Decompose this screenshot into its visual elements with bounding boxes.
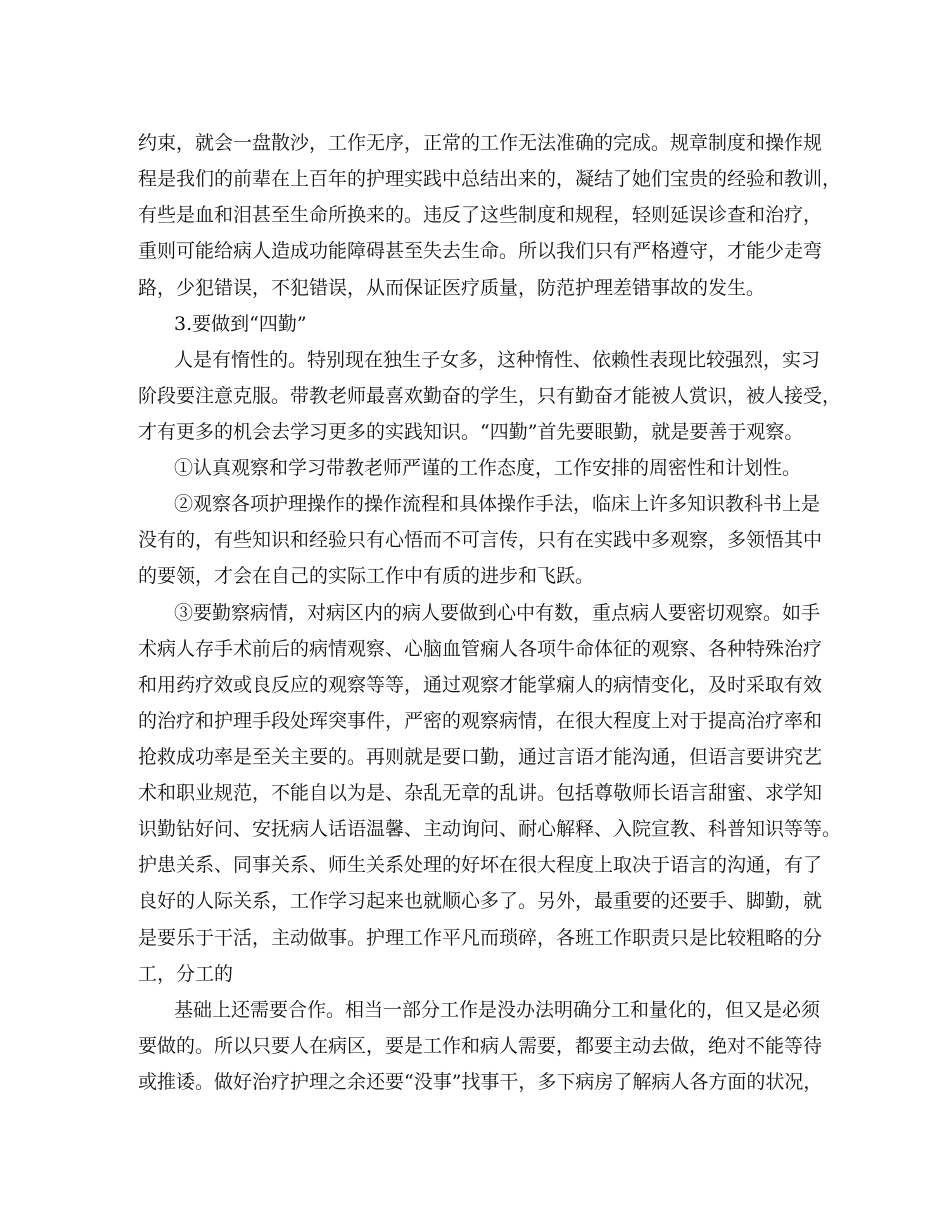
text-line: 良好的人际关系，工作学习起来也就顺心多了。另外，最重要的还要手、脚勤，就 (138, 890, 823, 912)
text-line: 的要领，才会在自己的实际工作中有质的进步和飞跃。 (138, 565, 595, 587)
text-line: 重则可能给病人造成功能障碍甚至失去生命。所以我们只有严格遵守，才能少走弯 (138, 240, 823, 262)
section-heading: 3.要做到“四勤” (174, 313, 307, 335)
text-line: ②观察各项护理操作的操作流程和具体操作手法，临床上许多知识教科书上是 (174, 493, 821, 515)
text-line: 或推诿。做好治疗护理之余还要“没事”找事干，多下病房了解病人各方面的状况， (138, 1071, 823, 1093)
text-line: 识勤钻好问、安抚病人话语温馨、主动询问、耐心解释、入院宣教、科普知识等等。 (138, 818, 842, 840)
text-line: 术和职业规范，不能自以为是、杂乱无章的乱讲。包括尊敬师长语言甜蜜、求学知 (138, 782, 823, 804)
text-line: 术病人存手术前后的病情观察、心脑血管痫人各项牛命体征的观察、各种特殊治疗 (138, 638, 823, 660)
text-line: 的治疗和护理手段处珲突事件，严密的观察病情，在很大程度上对于提高治疗率和 (138, 710, 823, 732)
text-line: ①认真观察和学习带教老师严谨的工作态度，工作安排的周密性和计划性。 (174, 457, 802, 479)
text-line: 基础上还需要合作。相当一部分工作是没办法明确分工和量化的，但又是必须 (174, 999, 821, 1021)
text-line: 才有更多的机会去学习更多的实践知识。“四勤”首先要眼勤，就是要善于观察。 (138, 421, 804, 443)
text-line: 约束，就会一盘散沙，工作无序，正常的工作无法准确的完成。规章制度和操作规 (138, 132, 823, 154)
text-line: 没有的，有些知识和经验只有心悟而不可言传，只有在实践中多观察，多领悟其中 (138, 529, 823, 551)
text-line: 阶段要注意克服。带教老师最喜欢勤奋的学生，只有勤奋才能被人赏识，被人接受， (138, 385, 842, 407)
text-line: 工，分工的 (138, 963, 234, 985)
text-line: 程是我们的前辈在上百年的护理实践中总结出来的，凝结了她们宝贵的经验和教训， (138, 168, 842, 190)
text-line: 人是有惰性的。特别现在独生子女多，这种惰性、依赖性表现比较强烈，实习 (174, 349, 821, 371)
text-line: 路，少犯错误，不犯错误，从而保证医疗质量，防范护理差错事故的发生。 (138, 277, 766, 299)
text-line: 抢救成功率是至关主要的。再则就是要口勤，通过言语才能沟通，但语言要讲究艺 (138, 746, 823, 768)
text-line: 护患关系、同事关系、师生关系处理的好坏在很大程度上取决于语言的沟通，有了 (138, 854, 823, 876)
text-line: 是要乐于干活，主动做事。护理工作平凡而琐碎，各班工作职责只是比较粗略的分 (138, 927, 823, 949)
text-line: ③要勤察病情，对病区内的病人要做到心中有数，重点病人要密切观察。如手 (174, 602, 821, 624)
text-line: 要做的。所以只要人在病区，要是工作和病人需要，都要主动去做，绝对不能等待 (138, 1035, 823, 1057)
text-line: 有些是血和泪甚至生命所换来的。违反了这些制度和规程，轻则延误诊查和治疗， (138, 204, 823, 226)
text-line: 和用药疗效或良反应的观察等等，通过观察才能掌痫人的病情变化，及时采取有效 (138, 674, 823, 696)
